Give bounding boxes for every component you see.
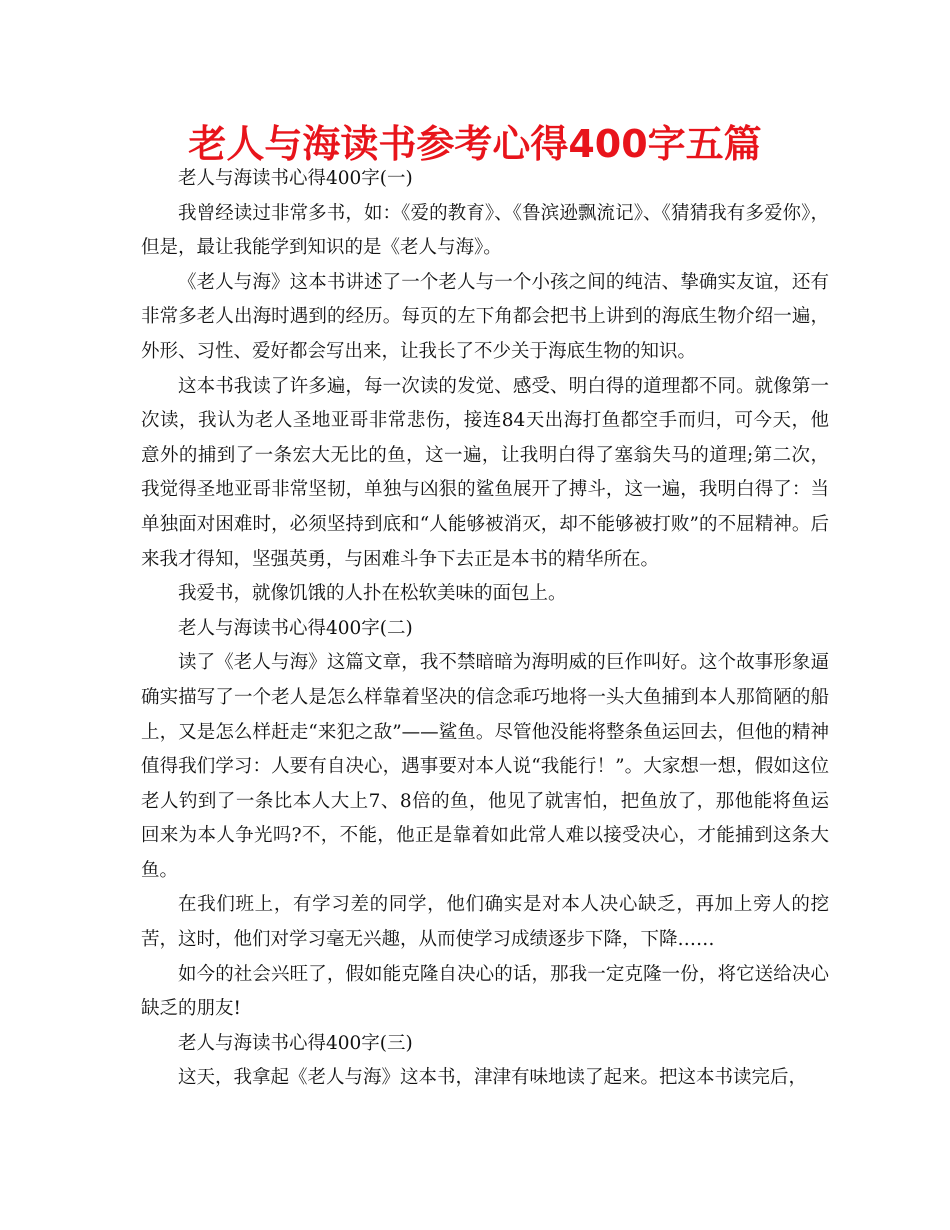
paragraph: 如今的社会兴旺了，假如能克隆自决心的话，那我一定克隆一份，将它送给决心缺乏的朋友! <box>141 963 829 1020</box>
paragraph: 这本书我读了许多遍，每一次读的发觉、感受、明白得的道理都不同。就像第一次读，我认为老人圣地亚哥非常悲伤，接连84天出海打鱼都空手而归，可今天，他意外的捕到了一条宏大无比的鱼，这一遍，让我明白得了塞翁失马的道理;第二次，我觉得圣地亚哥非常坚韧，单独与凶狠的鲨鱼展开了搏斗，这一遍，我明白得了：当单独面对困难时，必须坚持到底和“人能够被消灭，却不能够被打败”的不屈精神。后来我才得知，坚强英勇，与困难斗争下去正是本书的精华所在。 <box>141 375 829 570</box>
paragraph: 这天，我拿起《老人与海》这本书，津津有味地读了起来。把这本书读完后， <box>178 1067 808 1089</box>
paragraph: 我爱书，就像饥饿的人扑在松软美味的面包上。 <box>178 583 567 605</box>
section-heading-1: 老人与海读书心得400字(一) <box>178 168 413 189</box>
paragraph: 在我们班上，有学习差的同学，他们确实是对本人决心缺乏，再加上旁人的挖苦，这时，他们对学习毫无兴趣，从而使学习成绩逐步下降，下降…… <box>141 894 829 951</box>
paragraph: 我曾经读过非常多书，如：《爱的教育》、《鲁滨逊飘流记》、《猜猜我有多爱你》，但是，最让我能学到知识的是《老人与海》。 <box>141 202 829 259</box>
document-title: 老人与海读书参考心得400字五篇 <box>188 122 762 166</box>
document-body <box>141 162 829 1096</box>
paragraph: 《老人与海》这本书讲述了一个老人与一个小孩之间的纯洁、挚确实友谊，还有非常多老人出海时遇到的经历。每页的左下角都会把书上讲到的海底生物介绍一遍，外形、习性、爱好都会写出来，让我长了不少关于海底生物的知识。 <box>141 271 829 362</box>
section-heading-3: 老人与海读书心得400字(三) <box>178 1032 413 1054</box>
section-heading-2: 老人与海读书心得400字(二) <box>178 617 413 639</box>
paragraph: 读了《老人与海》这篇文章，我不禁暗暗为海明威的巨作叫好。这个故事形象逼确实描写了一个老人是怎么样靠着坚决的信念乖巧地将一头大鱼捕到本人那简陋的船上，又是怎么样赶走“来犯之敌”——鲨鱼。尽管他没能将整条鱼运回去，但他的精神值得我们学习：人要有自决心，遇事要对本人说“我能行！”。大家想一想，假如这位老人钓到了一条比本人大上7、8倍的鱼，他见了就害怕，把鱼放了，那他能将鱼运回来为本人争光吗?不，不能，他正是靠着如此常人难以接受决心，才能捕到这条大鱼。 <box>141 652 829 881</box>
